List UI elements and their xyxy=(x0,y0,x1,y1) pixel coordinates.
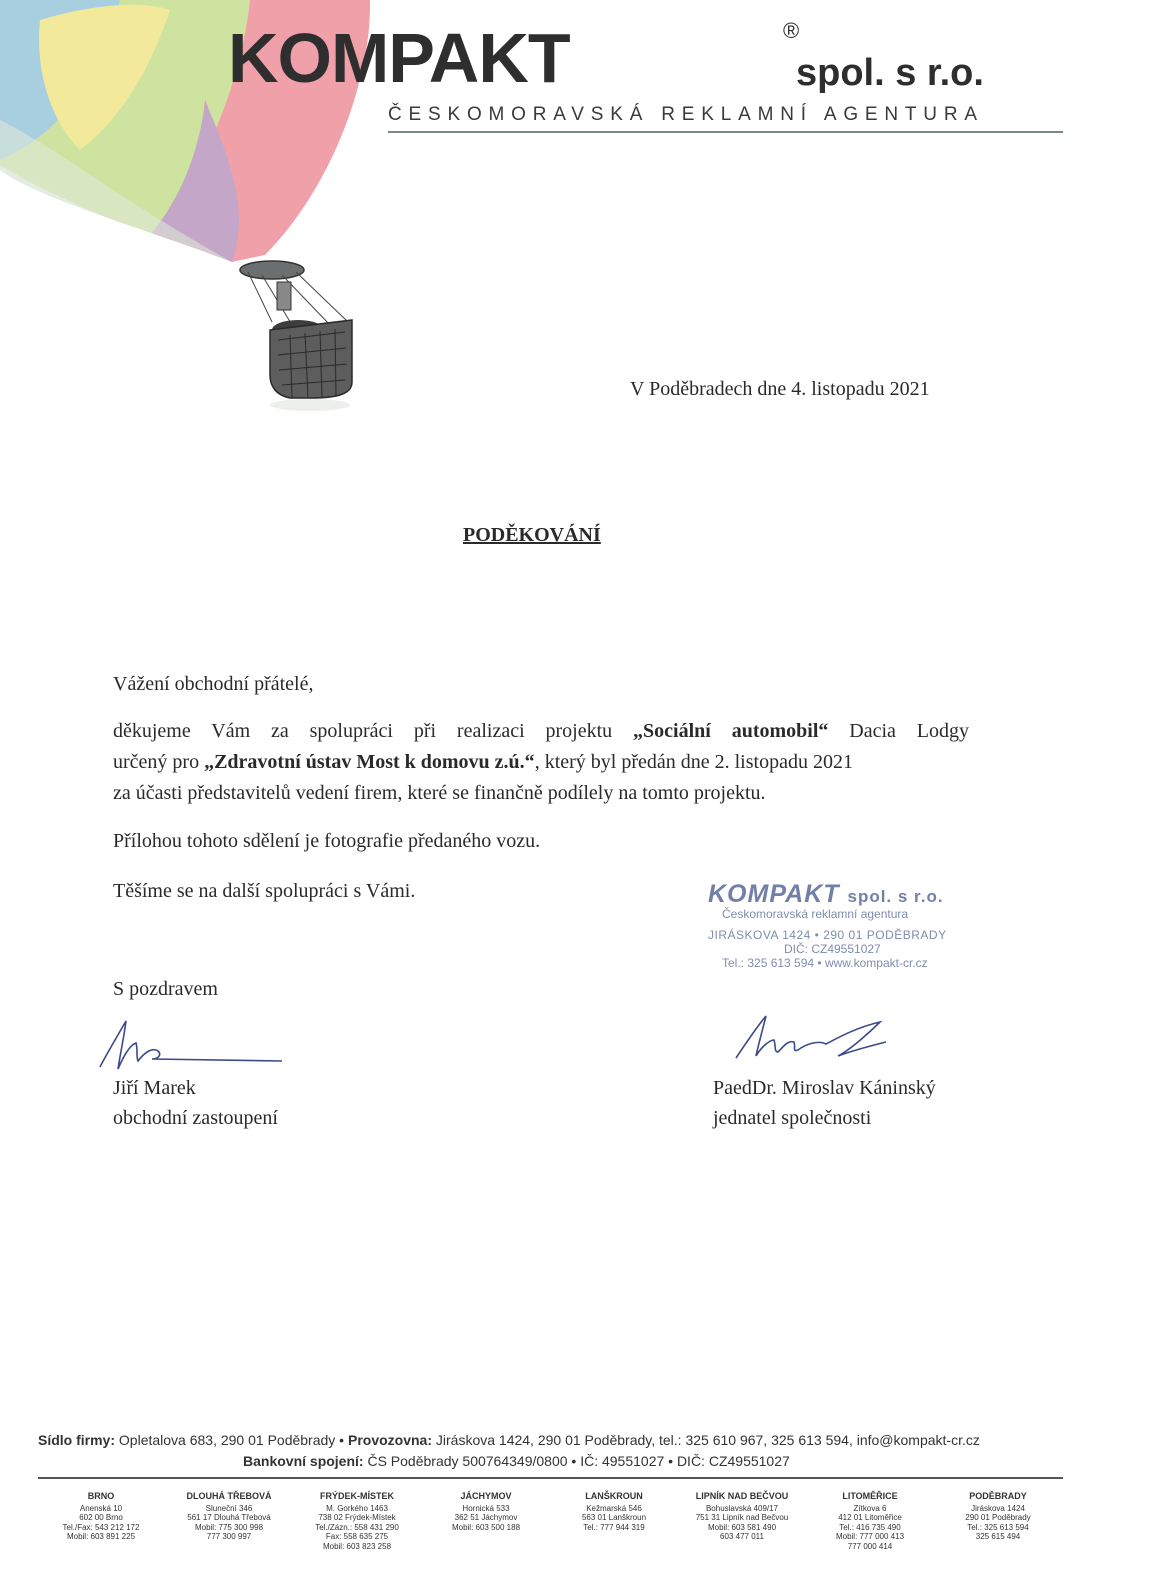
text-run: , který byl předán dne 2. listopadu 2021 xyxy=(534,751,853,773)
branch-line: Tel./Zázn.: 558 431 290 xyxy=(315,1522,399,1532)
branch-litomerice xyxy=(810,1492,930,1551)
branch-line: Jiráskova 1424 xyxy=(971,1503,1025,1513)
branch-line: Kežmarská 546 xyxy=(586,1503,642,1513)
branch-line: 603 477 011 xyxy=(720,1532,764,1541)
stamp-name xyxy=(708,880,978,909)
stamp-suffix: spol. s r.o. xyxy=(847,887,944,906)
left-signatory-name: Jiří Marek xyxy=(113,1077,196,1099)
branch-line: Mobil: 603 581 490 xyxy=(707,1522,777,1532)
branch-line: Hornická 533 xyxy=(462,1503,510,1513)
text-run: děkujeme Vám za spolupráci při realizaci projektu xyxy=(113,720,634,742)
branch-line: 751 31 Lipník nad Bečvou xyxy=(695,1513,789,1522)
bank-value: ČS Poděbrady 500764349/0800 • IČ: 49551027 • DIČ: CZ49551027 xyxy=(363,1453,790,1469)
signature-right xyxy=(730,1010,900,1065)
right-signatory-role: jednatel společnosti xyxy=(713,1107,872,1129)
seat-label: Sídlo firmy: xyxy=(38,1432,116,1448)
branch-line: Tel.: 777 944 319 xyxy=(583,1522,645,1532)
paragraph-2: Přílohou tohoto sdělení je fotografie předaného vozu. xyxy=(113,830,541,852)
branch-line: 602 00 Brno xyxy=(79,1513,123,1522)
branch-name: LITOMĚŘICE xyxy=(842,1491,898,1501)
salutation: Vážení obchodní přátelé, xyxy=(113,673,314,695)
right-signatory-name: PaedDr. Miroslav Káninský xyxy=(713,1077,936,1099)
paragraph-1-line-3: za účasti představitelů vedení firem, které se finančně podílely na tomto projektu. xyxy=(113,782,766,804)
branch-dlouha-trebova xyxy=(169,1492,289,1542)
branch-line: Tel.: 325 613 594 xyxy=(967,1522,1029,1532)
branch-line: Sluneční 346 xyxy=(205,1503,253,1513)
branch-line: 412 01 Litoměřice xyxy=(838,1513,902,1522)
branch-line: 362 51 Jáchymov xyxy=(454,1513,518,1522)
branch-name: LANŠKROUN xyxy=(585,1491,643,1501)
branch-line: M. Gorkého 1463 xyxy=(326,1503,388,1513)
branch-name: DLOUHÁ TŘEBOVÁ xyxy=(186,1491,272,1501)
paragraph-1-line-1 xyxy=(113,720,969,743)
branch-line: Mobil: 775 300 998 xyxy=(194,1522,264,1532)
stamp-logo: KOMPAKT xyxy=(708,880,840,908)
branch-jachymov xyxy=(426,1492,546,1532)
branch-line: Mobil: 603 500 188 xyxy=(451,1522,521,1532)
branch-line: 561 17 Dlouhá Třebová xyxy=(187,1513,271,1522)
branch-line: 325 615 494 xyxy=(975,1532,1021,1541)
footer-bank-line xyxy=(243,1453,790,1469)
branch-name: FRÝDEK-MÍSTEK xyxy=(320,1491,394,1501)
branch-frydek-mistek xyxy=(297,1492,417,1551)
branch-offices xyxy=(38,1492,1098,1562)
branch-line: Zítkova 6 xyxy=(853,1503,887,1513)
branch-line: 290 01 Poděbrady xyxy=(965,1513,1031,1522)
branch-line: Anenská 10 xyxy=(79,1503,123,1513)
recipient-name: „Zdravotní ústav Most k domovu z.ú.“ xyxy=(204,751,535,773)
paragraph-3: Těšíme se na další spolupráci s Vámi. xyxy=(113,880,416,902)
footer-address-line xyxy=(38,1432,980,1448)
letter-title: PODĚKOVÁNÍ xyxy=(463,524,601,546)
branch-line: Fax: 558 635 275 xyxy=(325,1532,389,1541)
branch-podebrady xyxy=(938,1492,1058,1542)
branch-name: LIPNÍK NAD BEČVOU xyxy=(695,1491,789,1501)
project-name: „Sociální automobil“ xyxy=(633,720,829,742)
branch-line: Tel.: 416 735 490 xyxy=(839,1522,901,1532)
branch-line: Mobil: 603 823 258 xyxy=(322,1541,392,1551)
text-run: určený pro xyxy=(113,751,205,773)
branch-line: 738 02 Frýdek-Místek xyxy=(318,1513,396,1522)
text-run: Dacia Lodgy xyxy=(828,720,969,742)
branch-name: PODĚBRADY xyxy=(969,1491,1027,1501)
paragraph-1-line-2 xyxy=(113,751,853,774)
branch-name: JÁCHYMOV xyxy=(460,1491,512,1501)
letter-date: V Poděbradech dne 4. listopadu 2021 xyxy=(630,378,930,400)
signature-left xyxy=(96,1015,286,1075)
branch-line: Mobil: 777 000 413 xyxy=(835,1532,905,1541)
office-value: Jiráskova 1424, 290 01 Poděbrady, tel.: 325 610 967, 325 613 594, info@kompakt-cr.cz xyxy=(432,1432,980,1448)
company-logo: KOMPAKT xyxy=(228,19,570,97)
closing: S pozdravem xyxy=(113,978,218,1000)
branch-brno xyxy=(41,1492,161,1542)
company-suffix: spol. s r.o. xyxy=(796,52,984,94)
stamp-line-3: DIČ: CZ49551027 xyxy=(784,942,881,956)
branch-line: Mobil: 603 891 225 xyxy=(66,1532,136,1541)
branch-lipnik-nad-becvou xyxy=(682,1492,802,1542)
branch-line: 777 300 997 xyxy=(206,1532,252,1541)
branch-lanskroun xyxy=(554,1492,674,1532)
branch-line: 563 01 Lanškroun xyxy=(581,1513,647,1522)
bank-label: Bankovní spojení: xyxy=(243,1453,364,1469)
seat-value: Opletalova 683, 290 01 Poděbrady • xyxy=(115,1432,348,1448)
stamp-line-4: Tel.: 325 613 594 • www.kompakt-cr.cz xyxy=(722,956,928,970)
registered-mark: ® xyxy=(783,18,800,43)
header-divider xyxy=(388,131,1063,133)
left-signatory-role: obchodní zastoupení xyxy=(113,1107,278,1129)
stamp-line-2: JIRÁSKOVA 1424 • 290 01 PODĚBRADY xyxy=(708,928,947,942)
stamp-line-1: Českomoravská reklamní agentura xyxy=(722,907,909,921)
branch-name: BRNO xyxy=(87,1491,115,1501)
company-tagline: ČESKOMORAVSKÁ REKLAMNÍ AGENTURA xyxy=(388,104,984,125)
branch-line: Tel./Fax: 543 212 172 xyxy=(62,1522,140,1532)
office-label: Provozovna: xyxy=(347,1432,432,1448)
company-stamp xyxy=(708,880,978,970)
footer-divider xyxy=(38,1477,1063,1479)
branch-line: 777 000 414 xyxy=(847,1541,893,1551)
branch-line: Bohuslavská 409/17 xyxy=(705,1503,779,1513)
